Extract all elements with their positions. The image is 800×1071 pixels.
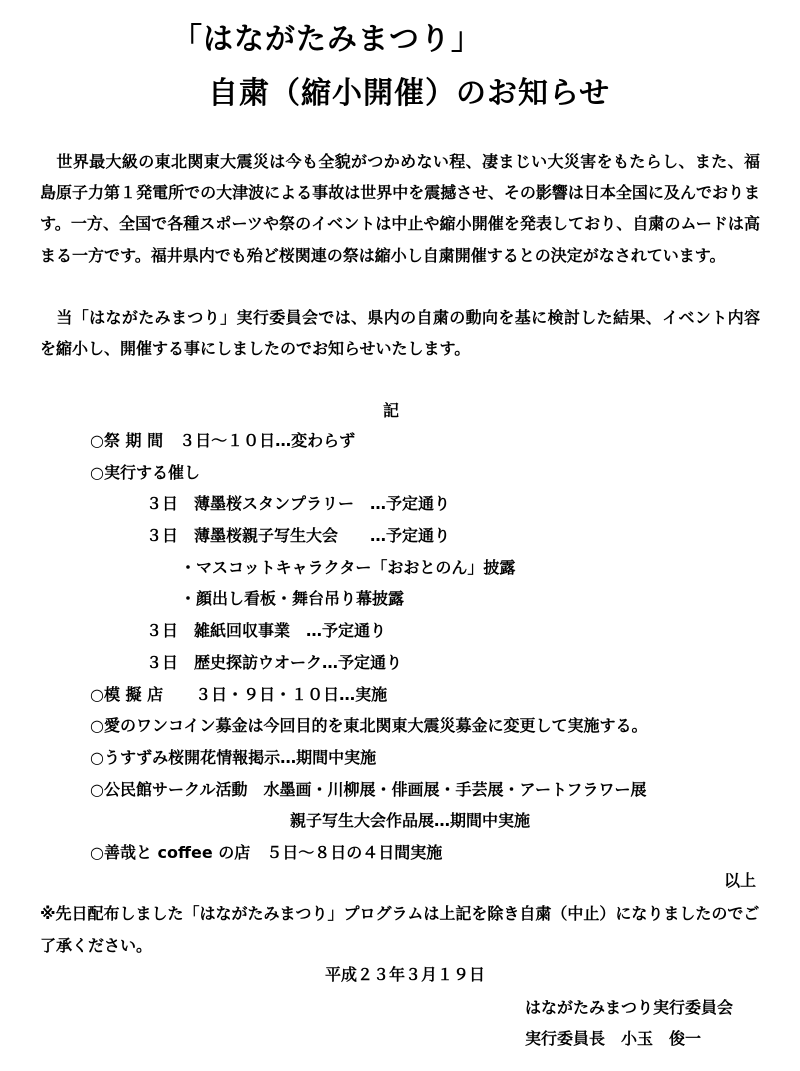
- ki-heading: 記: [383, 401, 400, 420]
- closing-ijo: 以上: [723, 871, 756, 890]
- list-item-festival-period: ○祭 期 間 ３日～１０日…変わらず: [90, 431, 356, 450]
- paragraph-2-indent: [40, 308, 56, 327]
- list-item-stamp-rally: ３日 薄墨桜スタンプラリー …予定通り: [146, 494, 451, 514]
- paragraph-2-text: 当「はながたみまつり」実行委員会では、県内の自粛の動向を基に検討した結果、イベント内容を縮小し、開催する事にしましたのでお知らせいたします。: [40, 308, 760, 359]
- list-item-sketch-contest: ３日 薄墨桜親子写生大会 …予定通り: [146, 526, 451, 546]
- list-item-paper-collection: ３日 雑紙回収事業 …予定通り: [146, 621, 387, 641]
- notice-title-line-1: 「はながたみまつり」: [172, 22, 482, 57]
- program-cancellation-note: ※先日配布しました「はながたみまつり」プログラムは上記を除き自粛（中止）になりましたのでご了承ください。: [40, 904, 760, 955]
- list-item-sketch-exhibition: 親子写生大会作品展…期間中実施: [290, 811, 531, 831]
- body-paragraph-1: [40, 146, 760, 271]
- event-list: [90, 425, 770, 869]
- list-item-events-heading: ○実行する催し: [90, 462, 200, 482]
- paragraph-1-text: 世界最大級の東北関東大震災は今も全貌がつかめない程、凄まじい大災害をもたらし、また、福島原子力第１発電所での大津波による事故は世界中を震撼させ、その影響は日本全国に及んでおります。一方、全国で各種スポーツや祭のイベントは中止や縮小開催を発表しており、自粛のムードは高まる一方です。福井県内でも殆ど桜関連の祭は縮小し自粛開催するとの決定がなされています。: [40, 152, 760, 265]
- paragraph-1-indent: [40, 152, 56, 171]
- list-item-circle-activities: ○公民館サークル活動 水墨画・川柳展・俳画展・手芸展・アートフラワー展: [90, 779, 647, 799]
- notice-title-line-2: 自粛（縮小開催）のお知らせ: [208, 76, 611, 111]
- list-item-coin-donation: ○愛のワンコイン募金は今回目的を東北関東大震災募金に変更して実施する。: [90, 716, 648, 736]
- list-item-stalls: ○模 擬 店 ３日・９日・１０日…実施: [90, 684, 388, 704]
- body-paragraph-2: [40, 302, 760, 364]
- issue-date: 平成２３年３月１９日: [325, 965, 486, 984]
- list-item-signboard-unveiling: ・顔出し看板・舞台吊り幕披露: [180, 589, 405, 609]
- organization-name: はながたみまつり実行委員会: [525, 998, 734, 1017]
- chairperson-name: 実行委員長 小玉 俊一: [525, 1029, 702, 1048]
- list-item-mascot-unveiling: ・マスコットキャラクター「おおとのん」披露: [180, 557, 516, 577]
- list-item-bloom-info: ○うすずみ桜開花情報掲示…期間中実施: [90, 747, 377, 767]
- list-item-history-walk: ３日 歴史探訪ウオーク…予定通り: [146, 652, 403, 672]
- list-item-zenzai-coffee: ○善哉と coffee の店 ５日～８日の４日間実施: [90, 842, 443, 862]
